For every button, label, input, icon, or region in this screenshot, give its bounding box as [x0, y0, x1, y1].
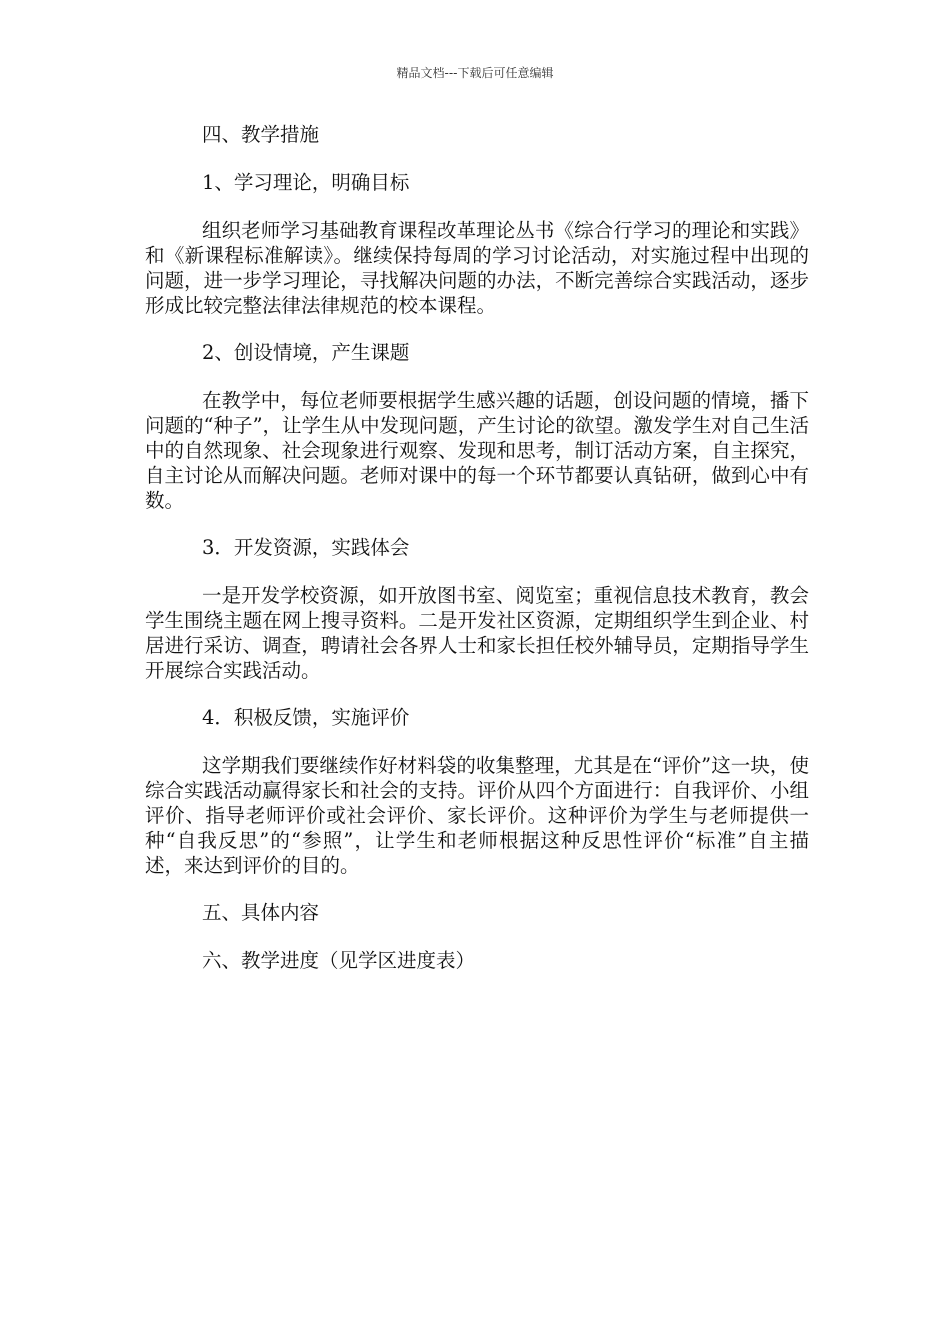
section-heading-specific-content: 五、具体内容 — [202, 901, 320, 924]
subsection-heading-feedback-evaluation: 4．积极反馈，实施评价 — [202, 706, 410, 729]
page-header: 精品文档---下载后可任意编辑 — [396, 66, 554, 80]
section-heading-teaching-schedule: 六、教学进度（见学区进度表） — [202, 949, 476, 972]
document-body — [145, 122, 809, 996]
paragraph-feedback-evaluation: 这学期我们要继续作好材料袋的收集整理，尤其是在“评价”这一块，使综合实践活动赢得家长和社会的支持。评价从四个方面进行：自我评价、小组评价、指导老师评价或社会评价、家长评价。这种评价为学生与老师提供一种“自我反思”的“参照”，让学生和老师根据这种反思性评价“标准”自主描述，来达到评价的目的。 — [145, 754, 809, 877]
subsection-heading-develop-resources: 3．开发资源，实践体会 — [202, 536, 410, 559]
subsection-heading-create-situations: 2、创设情境，产生课题 — [202, 341, 410, 364]
paragraph-create-situations: 在教学中，每位老师要根据学生感兴趣的话题，创设问题的情境，播下问题的“种子”，让学生从中发现问题，产生讨论的欲望。激发学生对自己生活中的自然现象、社会现象进行观察、发现和思考，制订活动方案，自主探究，自主讨论从而解决问题。老师对课中的每一个环节都要认真钻研，做到心中有数。 — [145, 389, 809, 512]
section-heading-teaching-measures: 四、教学措施 — [202, 123, 320, 146]
subsection-heading-study-theory: 1、学习理论，明确目标 — [202, 171, 410, 194]
paragraph-develop-resources: 一是开发学校资源，如开放图书室、阅览室；重视信息技术教育，教会学生围绕主题在网上搜寻资料。二是开发社区资源，定期组织学生到企业、村居进行采访、调查，聘请社会各界人士和家长担任校外辅导员，定期指导学生开展综合实践活动。 — [145, 584, 809, 682]
paragraph-study-theory: 组织老师学习基础教育课程改革理论丛书《综合行学习的理论和实践》和《新课程标准解读》。继续保持每周的学习讨论活动，对实施过程中出现的问题，进一步学习理论，寻找解决问题的办法，不断完善综合实践活动，逐步形成比较完整法律法律规范的校本课程。 — [145, 219, 809, 317]
